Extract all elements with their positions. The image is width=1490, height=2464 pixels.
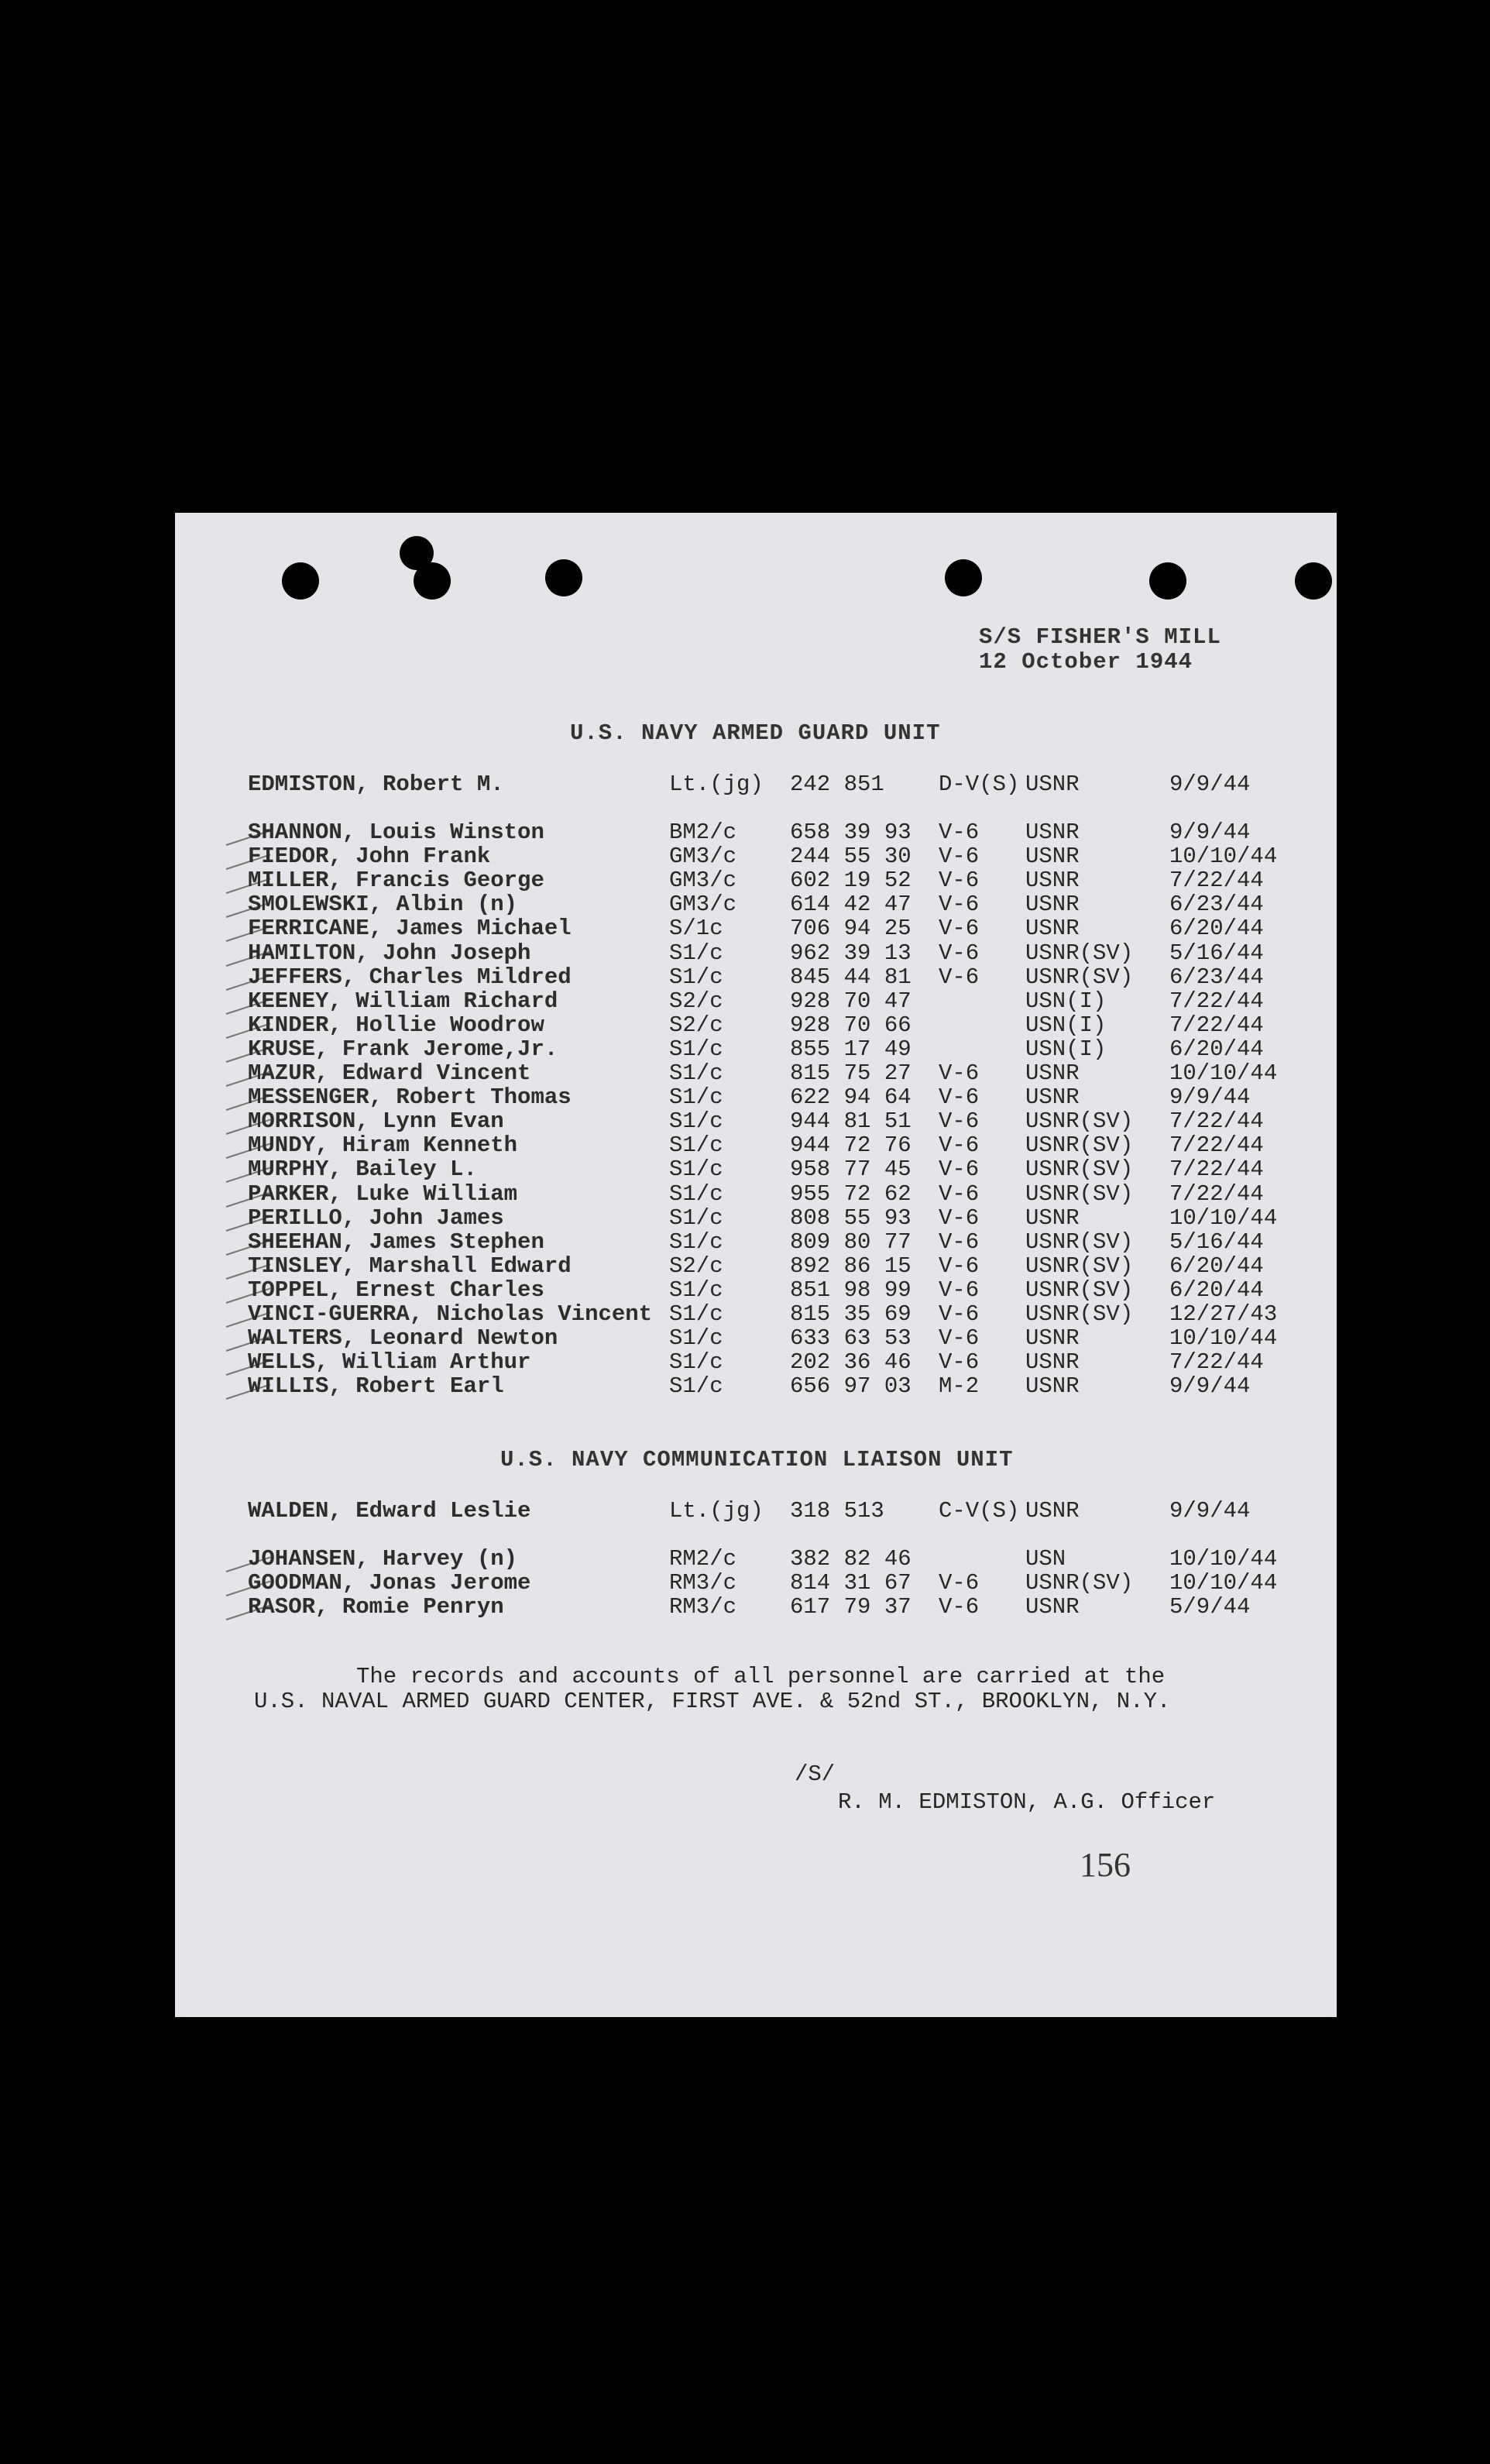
crew-rate: BM2/c: [669, 820, 737, 845]
crew-rate: S1/c: [669, 1132, 723, 1159]
service-branch: USNR(SV): [1025, 1277, 1134, 1303]
report-date: 5/16/44: [1169, 1229, 1264, 1255]
signature-line: R. M. EDMISTON, A.G. Officer: [838, 1789, 1216, 1815]
signature-mark: /S/: [795, 1761, 836, 1787]
crew-rate: RM2/c: [669, 1546, 737, 1572]
service-number: 944 81 51: [790, 1108, 912, 1135]
crew-name: TINSLEY, Marshall Edward: [248, 1253, 572, 1279]
crew-rate: GM3/c: [669, 892, 737, 918]
crew-name: SMOLEWSKI, Albin (n): [248, 892, 518, 918]
service-class: C-V(S): [939, 1498, 1020, 1524]
punch-hole: [945, 559, 982, 596]
service-class: V-6: [939, 1205, 980, 1231]
service-class: V-6: [939, 916, 980, 942]
service-branch: USNR(SV): [1025, 1108, 1134, 1135]
punch-hole: [1295, 562, 1332, 600]
crew-name: JEFFERS, Charles Mildred: [248, 964, 572, 990]
service-number: 815 75 27: [790, 1060, 912, 1086]
report-date: 9/9/44: [1169, 772, 1251, 797]
crew-rate: S1/c: [669, 1301, 723, 1327]
service-branch: USNR: [1025, 1325, 1080, 1352]
service-class: D-V(S): [939, 772, 1020, 797]
crew-name: VINCI-GUERRA, Nicholas Vincent: [248, 1301, 653, 1327]
report-date: 6/20/44: [1169, 1277, 1264, 1303]
report-date: 10/10/44: [1169, 1570, 1278, 1596]
crew-rate: S1/c: [669, 1060, 723, 1086]
service-number: 244 55 30: [790, 844, 912, 870]
crew-rate: S1/c: [669, 1349, 723, 1376]
report-date: 9/9/44: [1169, 1498, 1251, 1524]
service-branch: USNR: [1025, 1205, 1080, 1231]
service-branch: USN(I): [1025, 988, 1107, 1014]
crew-name: TOPPEL, Ernest Charles: [248, 1277, 544, 1303]
punch-hole: [545, 559, 582, 596]
punch-hole: [282, 562, 319, 600]
report-date: 10/10/44: [1169, 1205, 1278, 1231]
service-number: 892 86 15: [790, 1253, 912, 1279]
crew-name: WALDEN, Edward Leslie: [248, 1498, 531, 1524]
report-date: 6/20/44: [1169, 916, 1264, 942]
crew-name: SHEEHAN, James Stephen: [248, 1229, 544, 1255]
crew-rate: RM3/c: [669, 1594, 737, 1620]
service-number: 656 97 03: [790, 1373, 912, 1400]
service-class: V-6: [939, 1594, 980, 1620]
service-class: V-6: [939, 1325, 980, 1352]
crew-name: KEENEY, William Richard: [248, 988, 558, 1014]
crew-name: MESSENGER, Robert Thomas: [248, 1084, 572, 1111]
service-branch: USNR(SV): [1025, 940, 1134, 966]
report-date: 10/10/44: [1169, 844, 1278, 870]
service-branch: USNR: [1025, 1349, 1080, 1376]
crew-name: MAZUR, Edward Vincent: [248, 1060, 531, 1086]
punch-hole: [1149, 562, 1186, 600]
service-class: V-6: [939, 1060, 980, 1086]
service-branch: USNR(SV): [1025, 1570, 1134, 1596]
report-date: 7/22/44: [1169, 1349, 1264, 1376]
report-date: 9/9/44: [1169, 820, 1251, 845]
service-number: 382 82 46: [790, 1546, 912, 1572]
report-date: 6/20/44: [1169, 1253, 1264, 1279]
service-branch: USN(I): [1025, 1036, 1107, 1062]
service-branch: USN(I): [1025, 1012, 1107, 1038]
crew-rate: S1/c: [669, 1036, 723, 1062]
service-number: 851 98 99: [790, 1277, 912, 1303]
crew-name: HAMILTON, John Joseph: [248, 940, 531, 966]
service-class: V-6: [939, 1229, 980, 1255]
crew-name: KINDER, Hollie Woodrow: [248, 1012, 544, 1038]
service-branch: USNR: [1025, 916, 1080, 942]
report-date: 5/9/44: [1169, 1594, 1251, 1620]
crew-rate: RM3/c: [669, 1570, 737, 1596]
report-date: 5/16/44: [1169, 940, 1264, 966]
service-number: 318 513: [790, 1498, 884, 1524]
service-number: 855 17 49: [790, 1036, 912, 1062]
service-branch: USNR: [1025, 1594, 1080, 1620]
service-number: 958 77 45: [790, 1156, 912, 1183]
service-branch: USN: [1025, 1546, 1066, 1572]
service-branch: USNR: [1025, 820, 1080, 845]
report-date: 6/23/44: [1169, 964, 1264, 990]
service-class: V-6: [939, 1084, 980, 1111]
service-branch: USNR: [1025, 1084, 1080, 1111]
service-number: 928 70 66: [790, 1012, 912, 1038]
service-class: V-6: [939, 1180, 980, 1207]
crew-rate: S2/c: [669, 1012, 723, 1038]
report-date: 7/22/44: [1169, 1108, 1264, 1135]
crew-rate: S2/c: [669, 1253, 723, 1279]
crew-name: FIEDOR, John Frank: [248, 844, 491, 870]
crew-name: GOODMAN, Jonas Jerome: [248, 1570, 531, 1596]
service-number: 658 39 93: [790, 820, 912, 845]
service-number: 815 35 69: [790, 1301, 912, 1327]
report-date: 9/9/44: [1169, 1084, 1251, 1111]
records-note-line2: U.S. NAVAL ARMED GUARD CENTER, FIRST AVE. & 52nd ST., BROOKLYN, N.Y.: [254, 1689, 1171, 1714]
service-number: 944 72 76: [790, 1132, 912, 1159]
punch-hole: [414, 562, 451, 600]
page-number: 156: [1080, 1846, 1131, 1884]
ship-name: S/S FISHER'S MILL: [979, 624, 1221, 650]
report-date: 6/23/44: [1169, 892, 1264, 918]
service-class: V-6: [939, 892, 980, 918]
crew-rate: Lt.(jg): [669, 1498, 764, 1524]
report-date: 7/22/44: [1169, 1180, 1264, 1207]
service-number: 845 44 81: [790, 964, 912, 990]
service-class: V-6: [939, 940, 980, 966]
document-date: 12 October 1944: [979, 649, 1193, 675]
service-class: V-6: [939, 1253, 980, 1279]
service-class: V-6: [939, 1277, 980, 1303]
crew-name: MURPHY, Bailey L.: [248, 1156, 477, 1183]
service-class: M-2: [939, 1373, 980, 1400]
service-number: 617 79 37: [790, 1594, 912, 1620]
service-number: 622 94 64: [790, 1084, 912, 1111]
report-date: 10/10/44: [1169, 1546, 1278, 1572]
service-branch: USNR(SV): [1025, 1229, 1134, 1255]
crew-name: JOHANSEN, Harvey (n): [248, 1546, 518, 1572]
crew-rate: S1/c: [669, 1180, 723, 1207]
service-class: V-6: [939, 964, 980, 990]
report-date: 7/22/44: [1169, 1012, 1264, 1038]
crew-name: MUNDY, Hiram Kenneth: [248, 1132, 518, 1159]
crew-rate: S1/c: [669, 1325, 723, 1352]
crew-name: EDMISTON, Robert M.: [248, 772, 504, 797]
service-class: V-6: [939, 868, 980, 894]
service-number: 808 55 93: [790, 1205, 912, 1231]
crew-name: MORRISON, Lynn Evan: [248, 1108, 504, 1135]
service-branch: USNR: [1025, 1498, 1080, 1524]
service-number: 962 39 13: [790, 940, 912, 966]
records-note-line1: The records and accounts of all personnel are carried at the: [356, 1664, 1166, 1689]
report-date: 6/20/44: [1169, 1036, 1264, 1062]
crew-rate: S1/c: [669, 1229, 723, 1255]
crew-name: RASOR, Romie Penryn: [248, 1594, 504, 1620]
report-date: 9/9/44: [1169, 1373, 1251, 1400]
crew-name: WILLIS, Robert Earl: [248, 1373, 504, 1400]
crew-name: MILLER, Francis George: [248, 868, 544, 894]
crew-rate: S1/c: [669, 1108, 723, 1135]
service-number: 955 72 62: [790, 1180, 912, 1207]
service-number: 706 94 25: [790, 916, 912, 942]
crew-rate: S1/c: [669, 1084, 723, 1111]
report-date: 7/22/44: [1169, 1156, 1264, 1183]
service-number: 809 80 77: [790, 1229, 912, 1255]
crew-name: WALTERS, Leonard Newton: [248, 1325, 558, 1352]
crew-rate: S1/c: [669, 1156, 723, 1183]
document-page: [175, 513, 1337, 2017]
crew-rate: S2/c: [669, 988, 723, 1014]
service-branch: USNR: [1025, 844, 1080, 870]
service-branch: USNR(SV): [1025, 1156, 1134, 1183]
service-class: V-6: [939, 1156, 980, 1183]
service-class: V-6: [939, 1349, 980, 1376]
service-branch: USNR: [1025, 1060, 1080, 1086]
crew-rate: S/1c: [669, 916, 723, 942]
crew-rate: S1/c: [669, 1277, 723, 1303]
crew-rate: S1/c: [669, 1373, 723, 1400]
service-branch: USNR(SV): [1025, 1301, 1134, 1327]
service-branch: USNR: [1025, 772, 1080, 797]
crew-rate: Lt.(jg): [669, 772, 764, 797]
service-number: 602 19 52: [790, 868, 912, 894]
crew-name: WELLS, William Arthur: [248, 1349, 531, 1376]
service-branch: USNR(SV): [1025, 964, 1134, 990]
crew-rate: GM3/c: [669, 868, 737, 894]
service-number: 814 31 67: [790, 1570, 912, 1596]
crew-name: FERRICANE, James Michael: [248, 916, 572, 942]
comm-liaison-title: U.S. NAVY COMMUNICATION LIAISON UNIT: [500, 1447, 1014, 1473]
service-number: 202 36 46: [790, 1349, 912, 1376]
report-date: 12/27/43: [1169, 1301, 1278, 1327]
service-branch: USNR: [1025, 1373, 1080, 1400]
service-number: 614 42 47: [790, 892, 912, 918]
report-date: 7/22/44: [1169, 988, 1264, 1014]
report-date: 10/10/44: [1169, 1325, 1278, 1352]
crew-name: PERILLO, John James: [248, 1205, 504, 1231]
service-class: V-6: [939, 1108, 980, 1135]
service-class: V-6: [939, 820, 980, 845]
report-date: 10/10/44: [1169, 1060, 1278, 1086]
service-number: 242 851: [790, 772, 884, 797]
service-number: 928 70 47: [790, 988, 912, 1014]
crew-rate: S1/c: [669, 940, 723, 966]
crew-name: KRUSE, Frank Jerome,Jr.: [248, 1036, 558, 1062]
service-number: 633 63 53: [790, 1325, 912, 1352]
crew-name: SHANNON, Louis Winston: [248, 820, 544, 845]
crew-rate: S1/c: [669, 964, 723, 990]
service-branch: USNR(SV): [1025, 1180, 1134, 1207]
crew-rate: GM3/c: [669, 844, 737, 870]
service-branch: USNR(SV): [1025, 1253, 1134, 1279]
service-branch: USNR: [1025, 892, 1080, 918]
service-branch: USNR: [1025, 868, 1080, 894]
report-date: 7/22/44: [1169, 1132, 1264, 1159]
service-class: V-6: [939, 1570, 980, 1596]
crew-rate: S1/c: [669, 1205, 723, 1231]
crew-name: PARKER, Luke William: [248, 1180, 518, 1207]
service-class: V-6: [939, 844, 980, 870]
report-date: 7/22/44: [1169, 868, 1264, 894]
service-class: V-6: [939, 1301, 980, 1327]
armed-guard-title: U.S. NAVY ARMED GUARD UNIT: [570, 720, 941, 746]
service-class: V-6: [939, 1132, 980, 1159]
service-branch: USNR(SV): [1025, 1132, 1134, 1159]
